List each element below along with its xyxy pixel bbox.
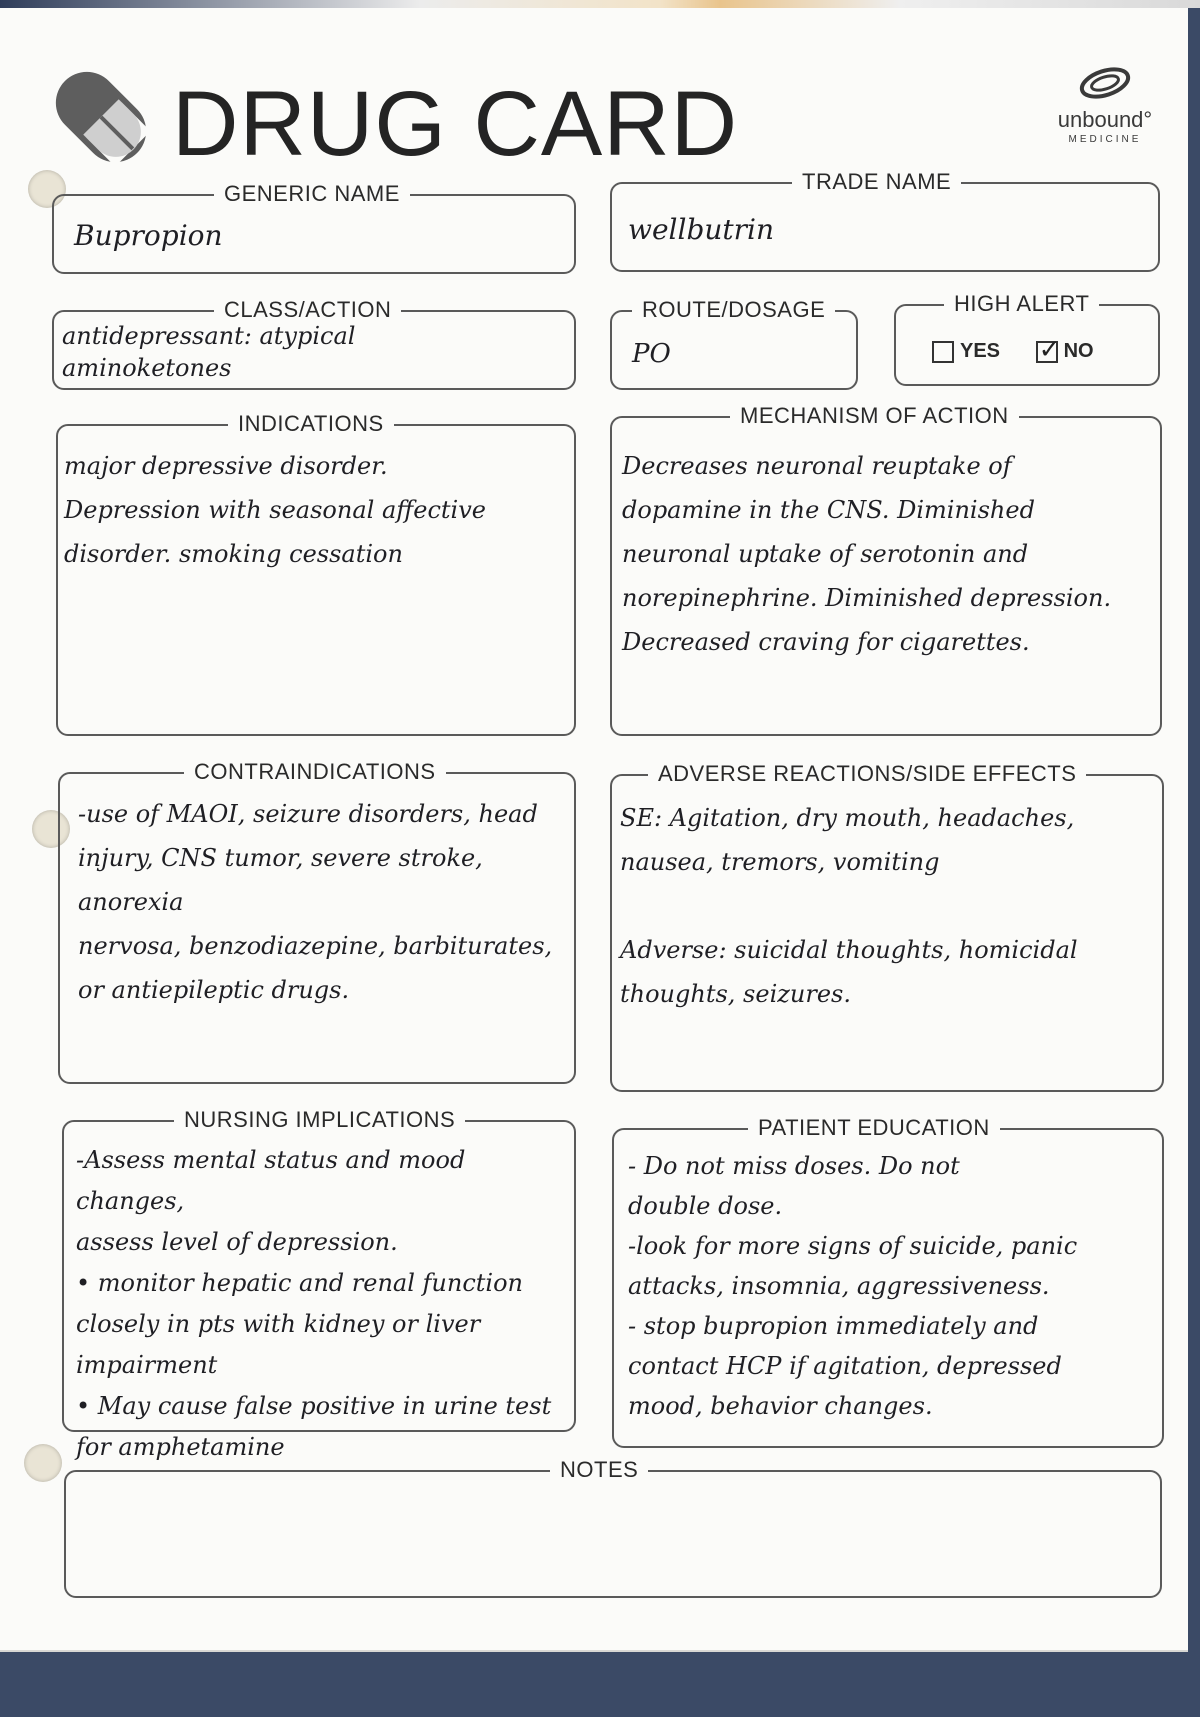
adverse-reactions-field[interactable] xyxy=(610,761,1164,1092)
yes-label: YES xyxy=(960,340,1001,363)
mechanism-label: MECHANISM OF ACTION xyxy=(730,403,1019,429)
patient-education-label: PATIENT EDUCATION xyxy=(748,1115,1000,1141)
generic-name-field[interactable] xyxy=(52,181,576,274)
route-dosage-label: ROUTE/DOSAGE xyxy=(632,297,835,323)
indications-label: INDICATIONS xyxy=(228,411,394,437)
pill-logo-icon xyxy=(46,62,156,172)
route-dosage-field[interactable] xyxy=(610,297,858,390)
mechanism-field[interactable] xyxy=(610,403,1162,736)
nursing-implications-field[interactable] xyxy=(62,1107,576,1461)
brand-sub: MEDICINE xyxy=(1068,134,1142,145)
trade-name-field[interactable] xyxy=(610,169,1160,272)
indications-value: major depressive disorder. Depression with seasonal affective disorder. smoking cessation xyxy=(64,452,486,568)
adverse-reactions-label: ADVERSE REACTIONS/SIDE EFFECTS xyxy=(648,761,1086,787)
brand-name: unbound° xyxy=(1057,107,1153,132)
notes-label: NOTES xyxy=(550,1457,648,1483)
generic-name-label: GENERIC NAME xyxy=(214,181,410,207)
patient-education-value: - Do not miss doses. Do not double dose. -look for more signs of suicide, panic attacks, insomnia, aggressiveness. - stop bupropion immediately and contact HCP if agitation, depressed mood, behavior changes. xyxy=(628,1152,1078,1420)
unbound-logo-icon xyxy=(1077,66,1133,100)
mechanism-value: Decreases neuronal reuptake of dopamine in the CNS. Diminished neuronal uptake of serotonin and norepinephrine. Diminished depression. Decreased craving for cigarettes. xyxy=(622,452,1112,656)
notes-field[interactable] xyxy=(64,1457,1162,1598)
patient-education-field[interactable] xyxy=(612,1115,1164,1448)
nursing-implications-label: NURSING IMPLICATIONS xyxy=(174,1107,465,1133)
check-mark-icon: ✓ xyxy=(1038,333,1061,364)
trade-name-value: wellbutrin xyxy=(628,213,775,246)
class-action-value: antidepressant: atypical aminoketones xyxy=(62,322,356,382)
brand-logo xyxy=(1040,66,1170,146)
contraindications-label: CONTRAINDICATIONS xyxy=(184,759,446,785)
no-checkbox[interactable] xyxy=(1036,333,1061,364)
route-dosage-value: PO xyxy=(632,339,671,369)
high-alert-options xyxy=(932,333,1124,364)
binder-hole xyxy=(24,1444,62,1482)
no-label: NO xyxy=(1063,340,1094,363)
background-strip xyxy=(0,0,1200,8)
class-action-field[interactable] xyxy=(52,297,576,390)
contraindications-value: -use of MAOI, seizure disorders, head injury, CNS tumor, severe stroke, anorexia nervosa, benzodiazepine, barbiturates, or antiepileptic drugs. xyxy=(78,800,553,1004)
page-title: DRUG CARD xyxy=(172,73,739,175)
contraindications-field[interactable] xyxy=(58,759,576,1084)
high-alert-label: HIGH ALERT xyxy=(944,291,1099,317)
trade-name-label: TRADE NAME xyxy=(792,169,961,195)
class-action-label: CLASS/ACTION xyxy=(214,297,401,323)
yes-checkbox[interactable] xyxy=(932,341,954,363)
generic-name-value: Bupropion xyxy=(74,219,223,252)
nursing-implications-value: -Assess mental status and mood changes, assess level of depression. • monitor hepatic and renal function closely in pts with kidney or liver impairment • May cause false positive in urine test for amphetamine xyxy=(76,1146,552,1461)
adverse-reactions-value: SE: Agitation, dry mouth, headaches, nausea, tremors, vomiting Adverse: suicidal thoughts, homicidal thoughts, seizures. xyxy=(620,804,1078,1008)
high-alert-field xyxy=(894,291,1160,386)
indications-field[interactable] xyxy=(56,411,576,736)
